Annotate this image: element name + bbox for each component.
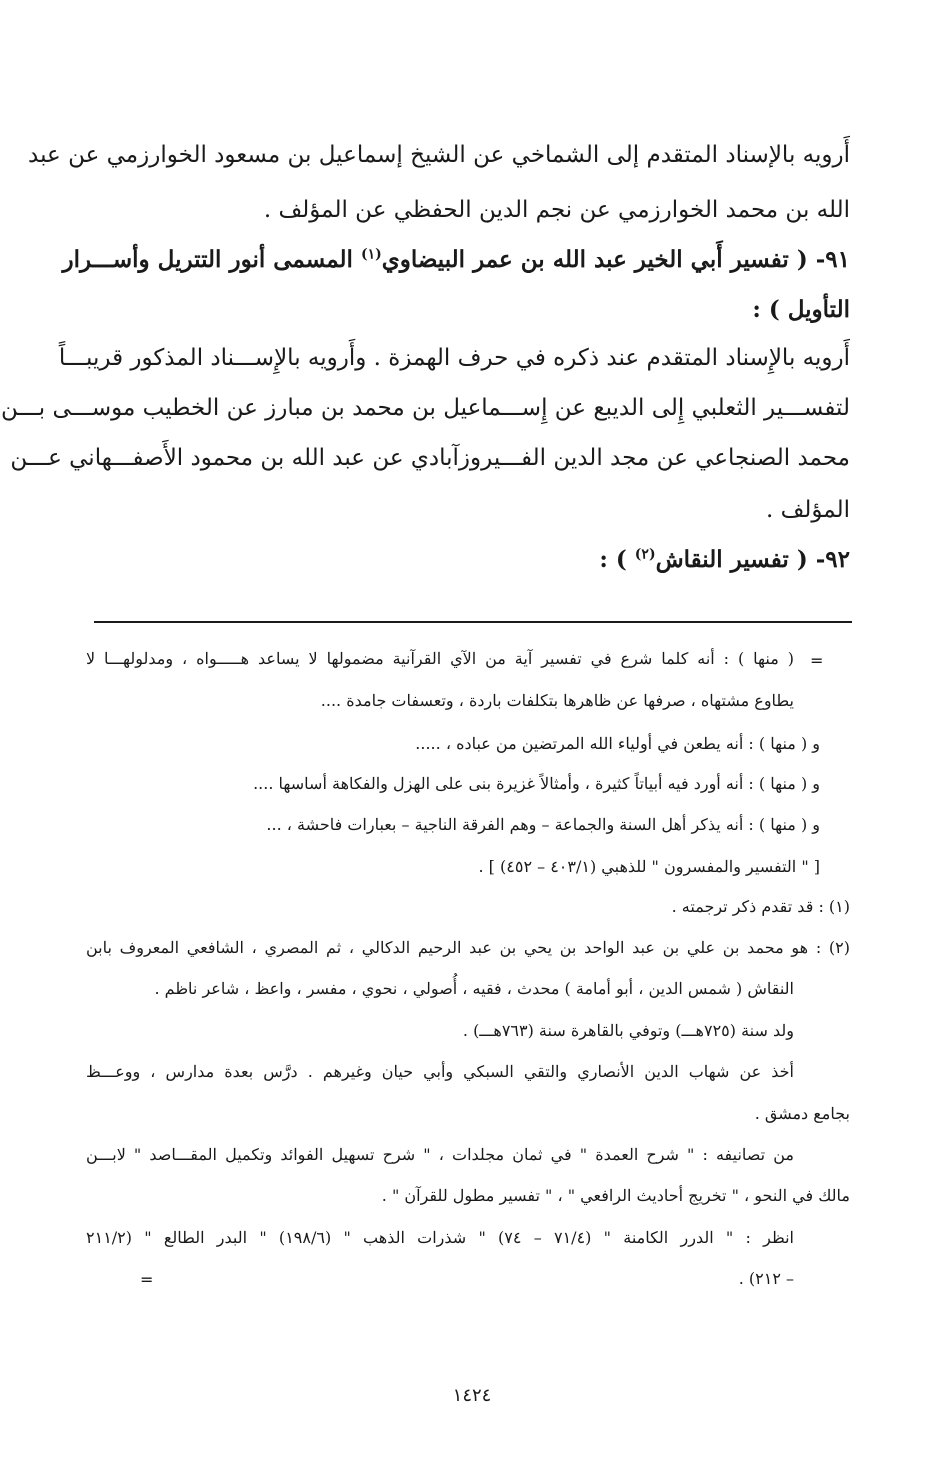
entry-heading-91-cont: التأويل ) :	[752, 296, 850, 323]
continuation-mark: =	[810, 651, 824, 670]
footnote-line: يطاوع مشتهاه ، صرفها عن ظاهرها بتكلفات باردة ، وتعسفات جامدة ....	[320, 691, 794, 710]
footnote-2-line: من تصانيفه : " شرح العمدة " في ثمان مجلدات ، " شرح تسهيل الفوائد وتكميل المقـــاصد " لابـــن	[86, 1145, 794, 1164]
entry-heading-92	[599, 545, 850, 575]
footnote-2-line: مالك في النحو ، " تخريج أحاديث الرافعي " ، " تفسير مطول للقرآن " .	[381, 1186, 850, 1205]
page-number: ١٤٢٤	[452, 1385, 492, 1406]
paragraph-line: أَرويه بالإسناد المتقدم إلى الشماخي عن الشيخ إسماعيل بن مسعود الخوارزمي عن عبد	[28, 142, 850, 168]
footnote-2-line: – ٢١٢) .	[738, 1269, 794, 1288]
footnote-2-line: النقاش ( شمس الدين ، أبو أمامة ) محدث ، فقيه ، أُصولي ، نحوي ، مفسر ، واعظ ، شاعر ناظم .	[154, 979, 794, 998]
footnote-separator	[94, 621, 852, 623]
footnote-2-line: أخذ عن شهاب الدين الأنصاري والتقي السبكي وأبي حيان وغيرهم . درَّس بعدة مدارس ، ووعـــظ	[86, 1062, 794, 1081]
paragraph-line: أَرويه بالإِسناد المتقدم عند ذكره في حرف الهمزة . وأَرويه بالإِســـناد المذكور قريبـــاً	[58, 345, 850, 371]
footnote-line: و ( منها ) : أنه يطعن في أولياء الله المرتضين من عباده ، .....	[415, 734, 820, 753]
paragraph-line: لتفســـير الثعلبي إِلى الديبع عن إِســـماعيل بن محمد بن مبارز عن الخطيب موســـى بـــن	[1, 395, 850, 421]
footnote-ref: (١)	[360, 246, 382, 263]
paragraph-line: محمد الصنجاعي عن مجد الدين الفـــيروزآبادي عن عبد الله بن محمود الأَصفـــهاني عـــن	[10, 445, 850, 471]
footnote-citation: [ " التفسير والمفسرون " للذهبي (٤٠٣/١ – ٤٥٢) ] .	[478, 857, 820, 876]
footnote-line: و ( منها ) : أنه يذكر أهل السنة والجماعة – وهم الفرقة الناجية – بعبارات فاحشة ، ...	[266, 815, 820, 834]
paragraph-line: المؤلف .	[765, 497, 850, 523]
footnote-2-line: بجامع دمشق .	[754, 1104, 850, 1123]
paragraph-line: الله بن محمد الخوارزمي عن نجم الدين الحفظي عن المؤلف .	[263, 197, 850, 223]
footnote-2-line: انظر : " الدرر الكامنة " (٧١/٤ – ٧٤) " شذرات الذهب " (١٩٨/٦) " البدر الطالع " (٢١١/٢	[86, 1228, 795, 1247]
footnote-line: ( منها ) : أنه كلما شرع في تفسير آية من الآي القرآنية مضمولها لا يساعد هـــــواه ، ومدلولهـــا لا	[86, 649, 794, 668]
entry-heading-text: المسمى أنور التتريل وأســـرار	[62, 246, 361, 273]
footnote-2-line: (٢) : هو محمد بن علي بن عبد الواحد بن يحي بن عبد الرحيم الدكالي ، ثم المصري ، الشافعي المعروف بابن	[86, 938, 850, 957]
entry-heading-text: ) :	[599, 546, 635, 573]
entry-heading-text: ٩١- ( تفسير أَبي الخير عبد الله بن عمر البيضاوي	[381, 246, 850, 273]
footnote-ref: (٢)	[634, 546, 656, 563]
footnote-line: و ( منها ) : أنه أورد فيه أبياتاً كثيرة ، وأمثالاً غزيرة بنى على الهزل والفكاهة أساسها ....	[253, 774, 820, 793]
continuation-mark: =	[140, 1270, 154, 1289]
footnote-1: (١) : قد تقدم ذكر ترجمته .	[671, 897, 850, 916]
footnote-2-line: ولد سنة (٧٢٥هـــ) وتوفي بالقاهرة سنة (٧٦٣هـــ) .	[462, 1021, 794, 1040]
entry-heading-91	[62, 245, 850, 275]
entry-heading-text: ٩٢- ( تفسير النقاش	[655, 546, 850, 573]
